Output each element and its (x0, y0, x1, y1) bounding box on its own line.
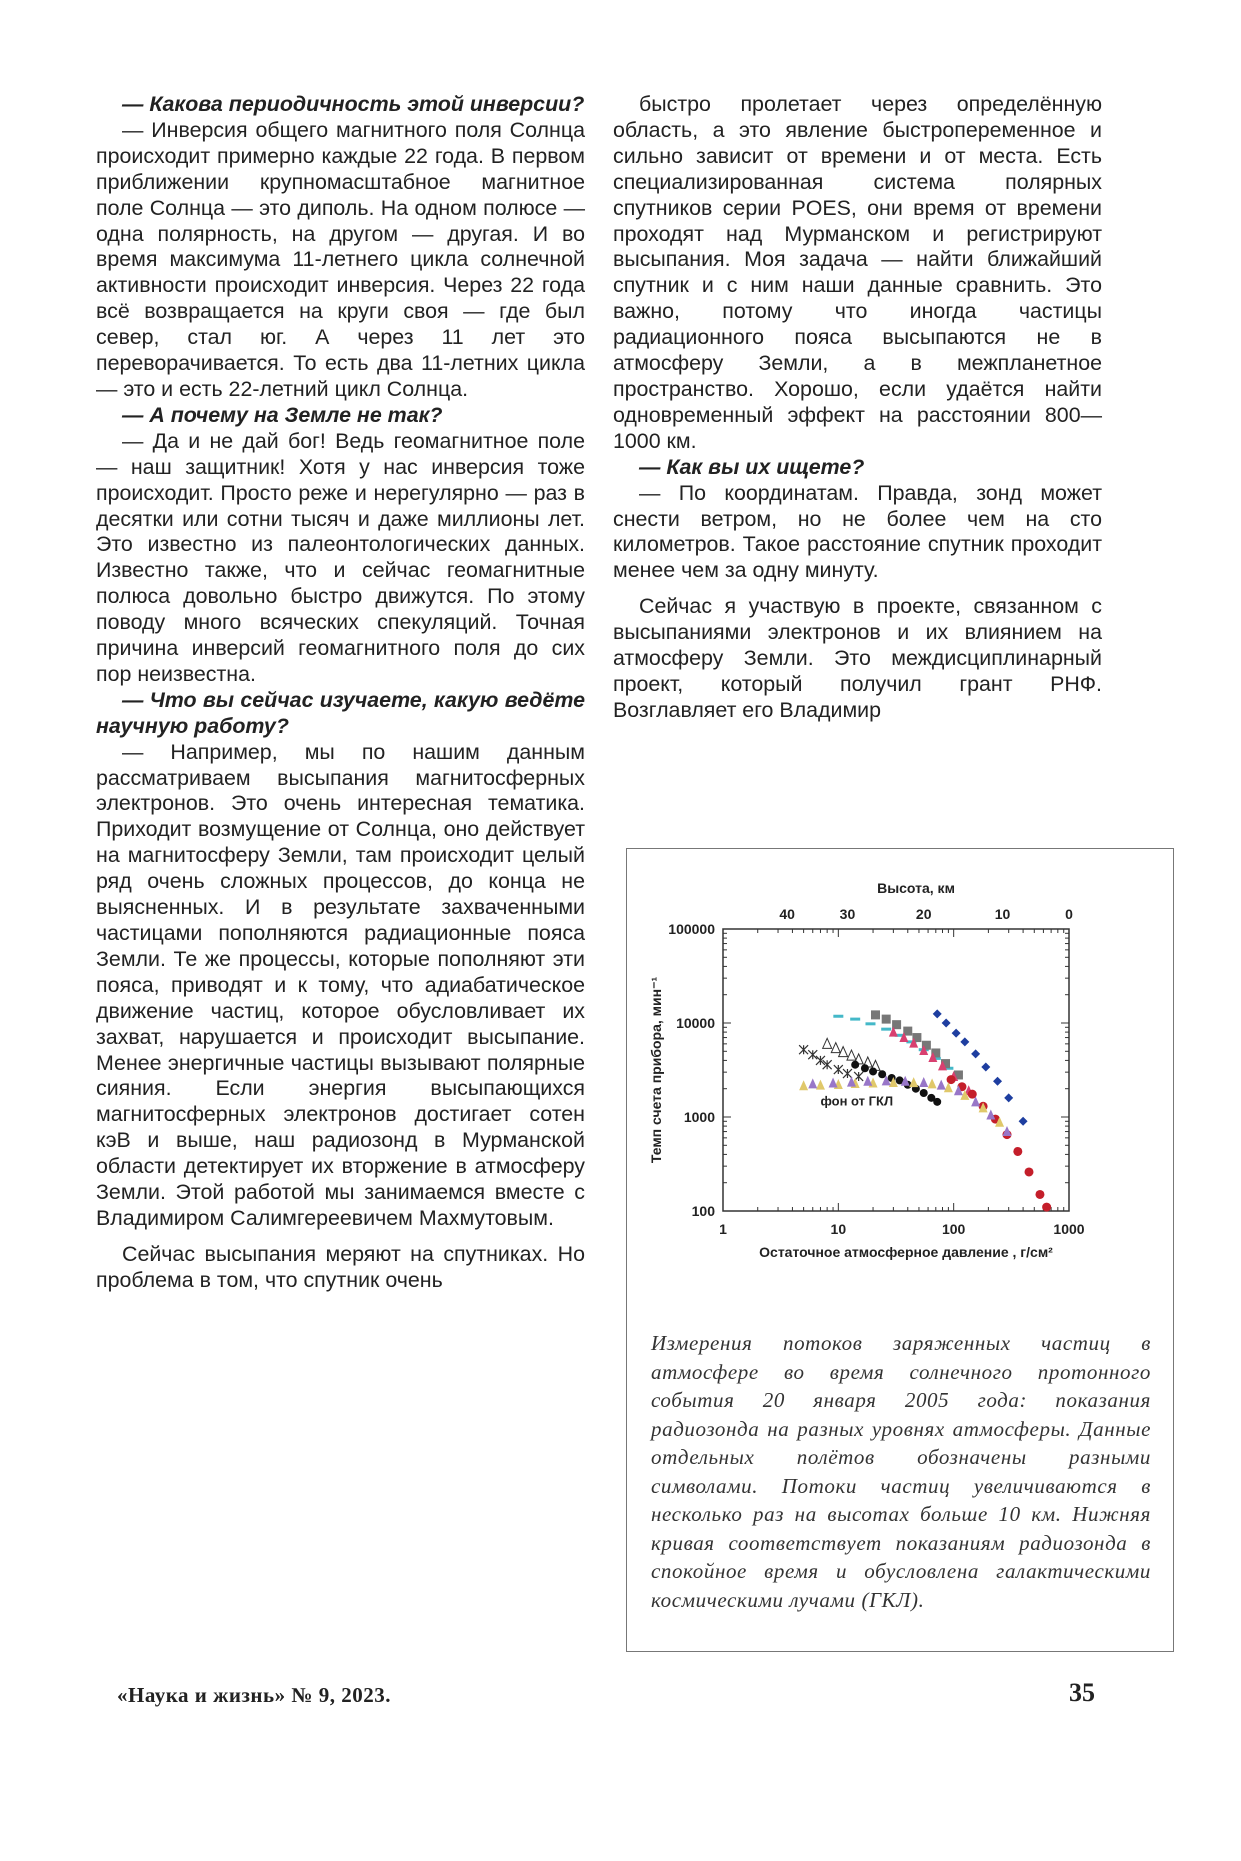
top-tick-label: 30 (839, 906, 856, 922)
data-point-diamond (1004, 1093, 1013, 1102)
paragraph: Сейчас я участвую в проекте, связанном с высыпаниями электронов и их влиянием на атмосферу Земли. Это междисциплинарный проект, который получил грант РНФ. Возглавляет его Владимир (613, 594, 1102, 722)
top-tick-label: 20 (915, 906, 932, 922)
page-number: 35 (1069, 1678, 1095, 1707)
data-point-cross (843, 1069, 852, 1078)
data-point-dot (933, 1098, 941, 1106)
data-point-square (882, 1015, 891, 1024)
data-point-open-triangle (831, 1043, 840, 1053)
data-point-diamond (1019, 1117, 1028, 1126)
top-tick-label: 40 (779, 906, 795, 922)
data-point-triangle (808, 1078, 817, 1088)
data-point-circle (1042, 1203, 1051, 1212)
data-point-cross (799, 1045, 808, 1054)
data-point-dot (869, 1067, 877, 1075)
chart (627, 849, 1175, 1319)
data-point-circle (1013, 1147, 1022, 1156)
y-tick-label: 1000 (683, 1109, 715, 1125)
data-point-dot (920, 1089, 928, 1097)
y-axis-label: Темп счета прибора, мин⁻¹ (648, 976, 664, 1164)
data-point-open-triangle (823, 1038, 832, 1048)
data-point-open-triangle (847, 1050, 856, 1060)
data-point-circle (1035, 1190, 1044, 1199)
x-tick-label: 10 (830, 1221, 847, 1237)
data-point-triangle (919, 1077, 928, 1087)
data-point-circle (1025, 1167, 1034, 1176)
data-point-cross (808, 1050, 817, 1059)
data-point-dot (851, 1061, 859, 1069)
data-point-circle (947, 1075, 956, 1084)
data-point-square (871, 1010, 880, 1019)
footer-title: «Наука и жизнь» № 9, 2023. (117, 1683, 391, 1707)
top-tick-label: 10 (994, 906, 1011, 922)
data-point-triangle (986, 1110, 995, 1120)
left-column (96, 92, 585, 1294)
right-column (613, 92, 1102, 724)
data-point-diamond (960, 1037, 969, 1046)
data-point-dash (865, 1022, 875, 1025)
figure (626, 848, 1174, 1652)
data-point-diamond (981, 1063, 990, 1072)
data-point-diamond (933, 1009, 942, 1018)
paragraph: Сейчас высыпания меряют на спутниках. Но проблема в том, что спутник очень (96, 1241, 585, 1292)
data-point-triangle (799, 1080, 808, 1090)
y-tick-label: 100 (691, 1203, 715, 1219)
paragraph: быстро пролетает через определённую область, а это явление быстропеременное и сильно зависит от времени и от места. Есть специализированная система полярных спутников серии POES, они время от времени проходят над Мурманском и регистрируют высыпания. Моя задача — найти ближайший спутник и с ним наши данные сравнить. Это важно, потому что иногда частицы радиационного пояса высыпаются не в атмосферу Земли, а в межпланетное пространство. Хорошо, если удаётся найти одновременный эффект на расстоянии 800—1000 км. (613, 92, 1102, 453)
data-point-dash (881, 1028, 891, 1031)
interview-question: — Как вы их ищете? (639, 454, 865, 479)
y-tick-label: 100000 (668, 921, 715, 937)
data-point-diamond (993, 1077, 1002, 1086)
data-point-dot (878, 1070, 886, 1078)
data-point-dot (861, 1064, 869, 1072)
interview-question: — Что вы сейчас изучаете, какую ведёте научную работу? (96, 687, 585, 738)
paragraph: — Да и не дай бог! Ведь геомагнитное поле — наш защитник! Хотя у нас инверсия тоже происходит. Просто реже и нерегулярно — раз в десятки или сотни тысяч и даже миллионы лет. Это известно из палеонтологических данных. Известно также, что и сейчас геомагнитные полюса довольно быстро движутся. По этому поводу много всяческих спекуляций. Точная причина инверсий геомагнитного поля до сих пор неизвестна. (96, 428, 585, 686)
interview-question: — А почему на Земле не так? (122, 402, 443, 427)
x-axis-label: Остаточное атмосферное давление , г/см² (759, 1244, 1053, 1260)
data-point-dash (833, 1015, 843, 1018)
data-point-triangle (863, 1076, 872, 1086)
data-point-diamond (971, 1049, 980, 1058)
x-tick-label: 1000 (1053, 1221, 1085, 1237)
data-point-cross (834, 1065, 843, 1074)
figure-caption: Измерения потоков заряженных частиц в атмосфере во время солнечного протонного события 20 января 2005 года: показания радиозонда на разных уровнях атмосферы. Данные отдельных полётов обозначены разными символами. Потоки частиц увеличиваются в несколько раз на высотах больше 10 км. Нижняя кривая соответствует показаниям радиозонда в спокойное время и обусловлена галактическими космическими лучами (ГКЛ). (651, 1331, 1151, 1612)
data-point-diamond (952, 1029, 961, 1038)
interview-question: — Какова периодичность этой инверсии? (122, 92, 585, 116)
y-tick-label: 10000 (676, 1015, 715, 1031)
data-point-triangle (1002, 1126, 1011, 1136)
paragraph: — По координатам. Правда, зонд может снести ветром, но не более чем на сто километров. Такое расстояние спутник проходит менее чем за одну минуту. (613, 480, 1102, 583)
data-point-triangle (928, 1078, 937, 1088)
data-point-triangle (829, 1077, 838, 1087)
x-tick-label: 100 (941, 1221, 966, 1237)
data-point-triangle (937, 1080, 946, 1090)
paragraph: — Инверсия общего магнитного поля Солнца происходит примерно каждые 22 года. В первом приближении крупномасштабное магнитное поле Солнца — это диполь. На одном полюсе — одна полярность, на другом — другая. И во время максимума 11-летнего цикла солнечной активности происходит инверсия. Через 22 года всё возвращается на круги своя — где был север, стал юг. А через 11 лет это переворачивается. То есть два 11-летних цикла — это и есть 22-летний цикл Солнца. (96, 117, 585, 401)
plot-frame (723, 929, 1069, 1211)
data-point-diamond (942, 1019, 951, 1028)
top-tick-label: 0 (1065, 906, 1073, 922)
data-point-dash (850, 1018, 860, 1021)
data-point-triangle (816, 1080, 825, 1090)
gkl-annotation: фон от ГКЛ (820, 1093, 894, 1109)
x-tick-label: 1 (719, 1221, 727, 1237)
top-axis-label: Высота, км (877, 880, 955, 896)
paragraph: — Например, мы по нашим данным рассматриваем высыпания магнитосферных электронов. Это очень интересная тематика. Приходит возмущение от Солнца, оно действует на магнитосферу Земли, там происходит целый ряд очень сложных процессов, до конца не выясненных. И в результате захваченными частицами пополняются радиационные пояса Земли. Те же процессы, которые пополняют эти пояса, приводят и к тому, что адиабатическое движение частиц, которое обусловливает их захват, нарушается и происходит высыпание. Менее энергичные частицы вызывают полярные сияния. Если энергия высыпающихся магнитосферных электронов достигает сотен кэВ и выше, наш радиозонд в Мурманской области детектирует их вторжение в атмосферу Земли. Этой работой мы занимаемся вместе с Владимиром Салимгереевичем Махмутовым. (96, 739, 585, 1230)
